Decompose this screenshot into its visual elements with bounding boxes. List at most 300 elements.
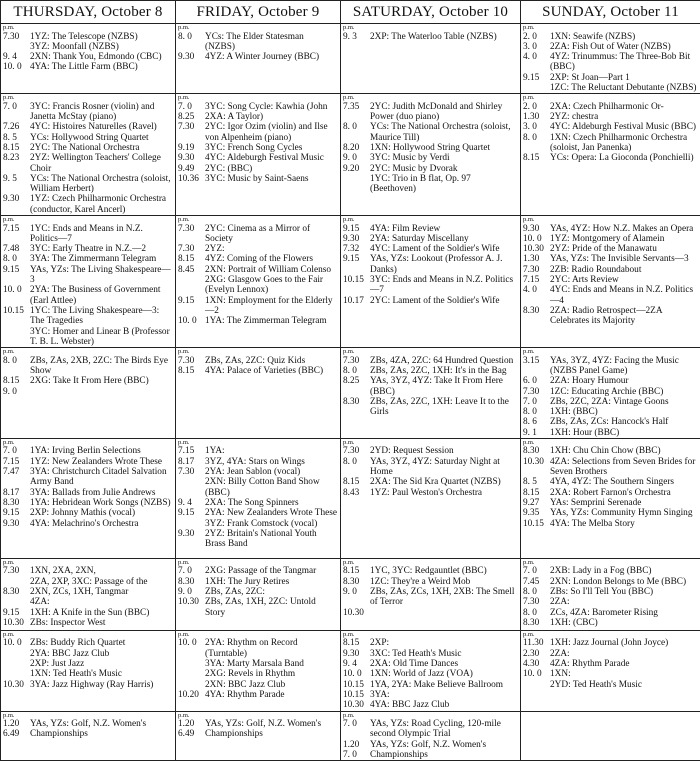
- entry-text: 2ZA:: [550, 597, 698, 607]
- programme-entry: [343, 446, 518, 456]
- programme-cell-friday: [176, 438, 341, 558]
- programme-entry: [3, 446, 173, 456]
- programme-entry: [3, 143, 173, 153]
- entry-time: [178, 275, 205, 296]
- programme-entry: [523, 102, 698, 112]
- entry-time: 7.15: [178, 446, 205, 456]
- entry-time: 9. 4: [178, 498, 205, 508]
- entry-time: 10.30: [3, 680, 30, 690]
- entry-time: 7.15: [3, 224, 30, 245]
- programme-entry: [178, 690, 338, 700]
- entry-text: 2YC: Judith McDonald and Shirley Power (duo piano): [370, 102, 518, 123]
- entry-text: YCs: The Elder Statesman: [205, 32, 338, 42]
- pm-label: p.m.: [3, 95, 173, 102]
- programme-entry: [3, 587, 173, 597]
- entry-time: 8. 6: [523, 417, 550, 427]
- pm-label: p.m.: [3, 440, 173, 447]
- entry-text: YAs, YZs: Golf, N.Z. Women's: [370, 740, 518, 750]
- entry-text: 4YZ: Trinummus: The Three-Bob Bit (BBC): [550, 52, 698, 73]
- entry-time: 8.30: [3, 498, 30, 508]
- entry-time: 7.48: [3, 244, 30, 254]
- entry-time: 8. 0: [3, 356, 30, 377]
- day-header-friday: FRIDAY, October 9: [176, 1, 341, 24]
- entry-time: [343, 174, 370, 195]
- entry-text: ZBs, 2ZC, 2ZA: Vintage Goons: [550, 397, 698, 407]
- entry-time: 9.30: [3, 519, 30, 529]
- programme-entry: [523, 397, 698, 407]
- programme-entry: [343, 254, 518, 275]
- entry-text: 2YC: Arts Review: [550, 275, 698, 285]
- programme-entry: [343, 608, 518, 618]
- programme-entry: [3, 519, 173, 529]
- entry-time: 10.36: [178, 174, 205, 184]
- entry-text: 1YA: The Zimmerman Telegram: [205, 316, 338, 326]
- programme-entry: [3, 467, 173, 488]
- entry-time: 7.30: [178, 122, 205, 143]
- programme-entry: [178, 356, 338, 366]
- entry-text: 2YC: Music by Dvorak: [370, 164, 518, 174]
- entry-time: 8.30: [343, 397, 370, 418]
- programme-row: [1, 711, 700, 761]
- pm-label: p.m.: [343, 217, 518, 224]
- programme-entry: [3, 719, 173, 729]
- entry-text: 2YZ:: [205, 244, 338, 254]
- entry-time: 10.30: [523, 457, 550, 478]
- entry-text: 1YC: Trio in B flat, Op. 97 (Beethoven): [370, 174, 518, 195]
- entry-time: 7. 0: [178, 102, 205, 112]
- entry-text: 2XP: Just Jazz: [30, 659, 173, 669]
- entry-text: 3YZ, 4YA: Stars on Wings: [205, 457, 338, 467]
- entry-text: 4ZA: Selections from Seven Brides for Seven Brothers: [550, 457, 698, 478]
- entry-text: 1YC: The Living Shakespeare—3: The Tragedies: [30, 306, 173, 327]
- programme-entry: [523, 83, 698, 93]
- entry-text: YCs: The National Orchestra (soloist, William Herbert): [30, 174, 173, 195]
- programme-entry: [343, 296, 518, 306]
- entry-time: 8.30: [178, 577, 205, 587]
- programme-entry: [3, 457, 173, 467]
- entry-time: 7.35: [343, 102, 370, 123]
- programme-entry: [3, 659, 173, 669]
- entry-time: 2. 0: [523, 102, 550, 112]
- programme-cell-saturday: [341, 24, 521, 94]
- entry-text: 2YD: Ted Heath's Music: [550, 680, 698, 690]
- entry-text: 3YC: Song Cycle: Kawhia (John: [205, 102, 338, 112]
- pm-label: p.m.: [3, 217, 173, 224]
- entry-time: 9.30: [178, 153, 205, 163]
- entry-time: 9.30: [3, 194, 30, 215]
- entry-time: 7.30: [178, 244, 205, 254]
- programme-entry: [343, 174, 518, 195]
- entry-time: 7.32: [343, 244, 370, 254]
- entry-time: 4.30: [523, 659, 550, 669]
- entry-text: 2XG: Passage of the Tangmar: [205, 566, 338, 576]
- programme-row: [1, 24, 700, 94]
- entry-text: ZBs, ZAs, 2ZC, 1XH: It's in the Bag: [370, 366, 518, 376]
- programme-entry: [523, 407, 698, 417]
- programme-entry: [523, 680, 698, 690]
- programme-entry: [523, 306, 698, 327]
- entry-time: 8. 0: [523, 587, 550, 597]
- entry-text: 4YC: Lament of the Soldier's Wife: [370, 244, 518, 254]
- entry-text: 1ZC: The Reluctant Debutante (NZBS): [550, 83, 698, 93]
- entry-time: 9.15: [178, 508, 205, 518]
- programme-cell-sunday: [521, 94, 700, 216]
- entry-time: 10.30: [3, 618, 30, 628]
- programme-cell-friday: [176, 558, 341, 630]
- programme-entry: [523, 428, 698, 438]
- pm-label: p.m.: [3, 632, 173, 639]
- programme-entry: [523, 234, 698, 244]
- entry-text: 2YC: Cinema as a Mirror of Society: [205, 224, 338, 245]
- entry-time: 3. 0: [523, 122, 550, 132]
- entry-time: 8.15: [523, 153, 550, 163]
- programme-entry: [523, 446, 698, 456]
- programme-entry: [178, 112, 338, 122]
- programme-cell-thursday: [1, 348, 176, 439]
- entry-text: YAs: Semprini Serenade: [550, 498, 698, 508]
- programme-entry: [3, 254, 173, 264]
- entry-text: 3YA:: [370, 690, 518, 700]
- entry-time: 7.30: [343, 446, 370, 456]
- programme-cell-thursday: [1, 630, 176, 711]
- entry-time: 7. 0: [523, 397, 550, 407]
- entry-text: 3YZ: Frank Comstock (vocal): [205, 519, 338, 529]
- entry-text: 1YZ: Montgomery of Alamein: [550, 234, 698, 244]
- entry-time: 8.15: [178, 366, 205, 376]
- programme-entry: [343, 32, 518, 42]
- entry-time: 9.15: [343, 224, 370, 234]
- entry-text: Championships: [370, 750, 518, 760]
- entry-time: 8.17: [3, 488, 30, 498]
- entry-text: 2YA: New Zealanders Wrote These: [205, 508, 338, 518]
- programme-entry: [523, 608, 698, 618]
- programme-entry: [3, 52, 173, 62]
- entry-text: [370, 608, 518, 618]
- entry-time: 10.30: [523, 244, 550, 254]
- entry-time: 7. 0: [343, 719, 370, 740]
- entry-time: 10.15: [3, 306, 30, 327]
- programme-entry: [523, 587, 698, 597]
- entry-time: 8. 5: [523, 477, 550, 487]
- entry-text: 1YZ: Paul Weston's Orchestra: [370, 488, 518, 498]
- programme-entry: [178, 244, 338, 254]
- programme-entry: [178, 122, 338, 143]
- programme-entry: [3, 488, 173, 498]
- entry-text: 3YA: Jazz Highway (Ray Harris): [30, 680, 173, 690]
- programme-entry: [3, 566, 173, 576]
- entry-text: 3YA: Christchurch Citadel Salvation Army Band: [30, 467, 173, 488]
- entry-text: 3YA: Ballads from Julie Andrews: [30, 488, 173, 498]
- entry-text: 1XH: Jazz Journal (John Joyce): [550, 638, 698, 648]
- entry-text: YAs, 3YZ, 4YZ: Saturday Night at Home: [370, 457, 518, 478]
- entry-time: 10. 0: [343, 669, 370, 679]
- pm-label: p.m.: [178, 217, 338, 224]
- pm-label: p.m.: [178, 349, 338, 356]
- entry-time: 6.49: [178, 729, 205, 739]
- programme-entry: [178, 224, 338, 245]
- pm-label: p.m.: [523, 440, 698, 447]
- entry-time: 1.30: [523, 112, 550, 122]
- entry-time: [523, 680, 550, 690]
- entry-text: 2XP: The Waterloo Table (NZBS): [370, 32, 518, 42]
- entry-time: 8.15: [343, 566, 370, 576]
- programme-cell-sunday: [521, 630, 700, 711]
- entry-time: 7.15: [3, 457, 30, 467]
- entry-text: ZBs: Inspector West: [30, 618, 173, 628]
- entry-text: 1XH: The Jury Retires: [205, 577, 338, 587]
- entry-time: 8.30: [523, 618, 550, 628]
- programme-entry: [178, 143, 338, 153]
- entry-time: 9. 4: [3, 52, 30, 62]
- programme-entry: [3, 194, 173, 215]
- programme-entry: [343, 649, 518, 659]
- entry-text: 2XG: Take It From Here (BBC): [30, 376, 173, 386]
- entry-time: 7.30: [178, 224, 205, 245]
- entry-text: YCs: Hollywood String Quartet: [30, 133, 173, 143]
- programme-entry: [523, 519, 698, 529]
- programme-entry: [178, 729, 338, 739]
- entry-text: 2YA: The Business of Government (Earl Attlee): [30, 285, 173, 306]
- day-header-thursday: THURSDAY, October 8: [1, 1, 176, 24]
- entry-time: 3.15: [523, 356, 550, 377]
- entry-text: 2XA: Robert Farnon's Orchestra: [550, 488, 698, 498]
- day-header-saturday: SATURDAY, October 10: [341, 1, 521, 24]
- programme-cell-thursday: [1, 711, 176, 761]
- entry-text: 1YC: Ends and Means in N.Z. Politics—7: [30, 224, 173, 245]
- programme-entry: [178, 597, 338, 618]
- entry-text: Championships: [205, 729, 338, 739]
- entry-time: [523, 83, 550, 93]
- programme-entry: [523, 265, 698, 275]
- entry-text: YCs: The National Orchestra (soloist, Maurice Till): [370, 122, 518, 143]
- entry-time: 8. 0: [3, 254, 30, 264]
- programme-entry: [343, 638, 518, 648]
- programme-entry: [3, 224, 173, 245]
- entry-text: 2ZA:: [550, 649, 698, 659]
- entry-time: 9. 3: [343, 32, 370, 42]
- programme-entry: [343, 740, 518, 750]
- programme-entry: [523, 42, 698, 52]
- entry-text: YAs, YZs: Golf, N.Z. Women's: [30, 719, 173, 729]
- entry-text: 1YZ: New Zealanders Wrote These: [30, 457, 173, 467]
- entry-text: YAs, YZs: Lookout (Professor A. J. Danks): [370, 254, 518, 275]
- entry-text: 1XN: Hollywood String Quartet: [370, 143, 518, 153]
- entry-time: 7. 0: [178, 566, 205, 576]
- programme-entry: [178, 638, 338, 659]
- entry-time: 9.35: [523, 508, 550, 518]
- entry-time: [178, 42, 205, 52]
- entry-time: 6.49: [3, 729, 30, 739]
- programme-entry: [3, 577, 173, 587]
- programme-entry: [343, 659, 518, 669]
- entry-time: 7. 0: [3, 102, 30, 123]
- entry-text: 1YA:: [205, 446, 338, 456]
- entry-text: 2XN: BBC Jazz Club: [205, 680, 338, 690]
- programme-entry: [523, 32, 698, 42]
- entry-text: 1XN: Ted Heath's Music: [30, 669, 173, 679]
- programme-entry: [343, 397, 518, 418]
- entry-time: 9.30: [178, 529, 205, 550]
- entry-text: 3YC: Music by Saint-Saens: [205, 174, 338, 184]
- entry-time: 9. 4: [343, 659, 370, 669]
- programme-entry: [343, 566, 518, 576]
- entry-text: YCs: Opera: La Gioconda (Ponchielli): [550, 153, 698, 163]
- entry-text: 2XA: Old Time Dances: [370, 659, 518, 669]
- programme-entry: [3, 265, 173, 286]
- programme-cell-sunday: [521, 711, 700, 761]
- programme-entry: [523, 457, 698, 478]
- entry-time: 9.15: [343, 254, 370, 275]
- entry-time: 1.20: [178, 719, 205, 729]
- programme-entry: [178, 519, 338, 529]
- entry-time: [3, 577, 30, 587]
- programme-entry: [178, 577, 338, 587]
- programme-entry: [3, 508, 173, 518]
- programme-cell-saturday: [341, 711, 521, 761]
- programme-cell-saturday: [341, 438, 521, 558]
- entry-time: 9. 0: [343, 153, 370, 163]
- pm-label: p.m.: [343, 95, 518, 102]
- pm-label: p.m.: [343, 25, 518, 32]
- programme-entry: [343, 477, 518, 487]
- entry-time: 7.30: [3, 32, 30, 42]
- entry-time: [178, 477, 205, 498]
- entry-text: 2XA: A Taylor): [205, 112, 338, 122]
- entry-time: 7. 0: [523, 566, 550, 576]
- entry-text: 3YC: Music by Verdi: [370, 153, 518, 163]
- programme-entry: [178, 680, 338, 690]
- entry-text: 2ZB: Radio Roundabout: [550, 265, 698, 275]
- programme-entry: [178, 719, 338, 729]
- day-header-row: [1, 1, 700, 24]
- programme-entry: [3, 498, 173, 508]
- entry-time: 4. 0: [523, 285, 550, 306]
- programme-entry: [523, 356, 698, 377]
- entry-text: 4YA: Melachrino's Orchestra: [30, 519, 173, 529]
- entry-text: 2YZ: chestra: [550, 112, 698, 122]
- pm-label: p.m.: [523, 95, 698, 102]
- entry-time: [3, 659, 30, 669]
- programme-cell-thursday: [1, 24, 176, 94]
- pm-label: p.m.: [523, 217, 698, 224]
- entry-time: 9.15: [3, 508, 30, 518]
- entry-time: 10.20: [178, 690, 205, 700]
- programme-entry: [523, 254, 698, 264]
- entry-text: 3YA: The Zimmermann Telegram: [30, 254, 173, 264]
- programme-entry: [343, 244, 518, 254]
- programme-entry: [178, 477, 338, 498]
- programme-cell-sunday: [521, 558, 700, 630]
- programme-entry: [343, 366, 518, 376]
- entry-text: 1XH: (BBC): [550, 407, 698, 417]
- entry-time: [178, 680, 205, 690]
- programme-entry: [523, 508, 698, 518]
- pm-label: p.m.: [178, 560, 338, 567]
- entry-time: 8.17: [178, 457, 205, 467]
- programme-entry: [523, 153, 698, 163]
- programme-entry: [3, 680, 173, 690]
- programme-entry: [343, 700, 518, 710]
- entry-text: ZBs, ZAs, 2ZC:: [205, 587, 338, 597]
- entry-text: 1XN: Seawife (NZBS): [550, 32, 698, 42]
- programme-entry: [3, 42, 173, 52]
- entry-text: 1XN: World of Jazz (VOA): [370, 669, 518, 679]
- entry-time: 10. 0: [178, 638, 205, 659]
- entry-text: 2YZ: Wellington Teachers' College Choir: [30, 153, 173, 174]
- programme-entry: [178, 659, 338, 669]
- programme-entry: [178, 467, 338, 477]
- entry-text: 4YC: Ends and Means in N.Z. Politics—4: [550, 285, 698, 306]
- programme-cell-friday: [176, 711, 341, 761]
- programme-entry: [343, 587, 518, 608]
- entry-text: 1ZC: They're a Weird Mob: [370, 577, 518, 587]
- entry-time: [178, 519, 205, 529]
- entry-text: YAs, 4YZ: How N.Z. Makes an Opera: [550, 224, 698, 234]
- programme-entry: [178, 42, 338, 52]
- entry-time: 7.47: [3, 467, 30, 488]
- programme-entry: [3, 102, 173, 123]
- entry-text: ZCs, 4ZA: Barometer Rising: [550, 608, 698, 618]
- programme-entry: [523, 112, 698, 122]
- entry-text: 3XC: Ted Heath's Music: [370, 649, 518, 659]
- entry-time: 8.30: [3, 587, 30, 597]
- entry-time: 10.30: [343, 700, 370, 710]
- entry-time: 9.30: [343, 649, 370, 659]
- programme-entry: [343, 750, 518, 760]
- programme-entry: [523, 52, 698, 73]
- programme-entry: [3, 638, 173, 648]
- programme-entry: [3, 62, 173, 72]
- entry-text: 2ZA: Fish Out of Water (NZBS): [550, 42, 698, 52]
- programme-cell-sunday: [521, 348, 700, 439]
- entry-text: 1XN: Czech Philharmonic Orchestra (soloist, Jan Panenka): [550, 133, 698, 154]
- pm-label: p.m.: [178, 440, 338, 447]
- entry-text: YAs, YZs: The Invisible Servants—3: [550, 254, 698, 264]
- entry-time: 8. 0: [523, 407, 550, 417]
- entry-text: 2XP: Johnny Mathis (vocal): [30, 508, 173, 518]
- entry-time: 3. 0: [523, 42, 550, 52]
- programme-entry: [178, 164, 338, 174]
- entry-text: 4YA: Palace of Varieties (BBC): [205, 366, 338, 376]
- entry-time: 8.25: [343, 376, 370, 397]
- entry-time: 10.15: [343, 680, 370, 690]
- entry-time: 9.30: [343, 234, 370, 244]
- entry-text: 4YA: The Melba Story: [550, 519, 698, 529]
- programme-row: [1, 558, 700, 630]
- programme-entry: [3, 649, 173, 659]
- entry-text: 4YZ: A Winter Journey (BBC): [205, 52, 338, 62]
- entry-text: (NZBS): [205, 42, 338, 52]
- entry-text: 1YA, 2YA: Make Believe Ballroom: [370, 680, 518, 690]
- entry-text: 1YA: Hebridean Work Songs (NZBS): [30, 498, 173, 508]
- entry-time: 9. 0: [3, 387, 30, 397]
- programme-entry: [178, 52, 338, 62]
- programme-cell-sunday: [521, 216, 700, 348]
- entry-text: 1YC, 3YC: Redgauntlet (BBC): [370, 566, 518, 576]
- entry-time: 10. 0: [523, 234, 550, 244]
- entry-text: 4YA, 4YZ: The Southern Singers: [550, 477, 698, 487]
- entry-text: 2YA: BBC Jazz Club: [30, 649, 173, 659]
- pm-label: p.m.: [178, 25, 338, 32]
- programme-entry: [523, 566, 698, 576]
- pm-label: p.m.: [343, 560, 518, 567]
- programme-entry: [178, 529, 338, 550]
- entry-text: 4ZA: Rhythm Parade: [550, 659, 698, 669]
- entry-text: 2ZA, 2XP, 3XC: Passage of the: [30, 577, 173, 587]
- entry-text: 4YA: Film Review: [370, 224, 518, 234]
- entry-text: 2ZA: Hoary Humour: [550, 376, 698, 386]
- entry-time: 7.15: [523, 275, 550, 285]
